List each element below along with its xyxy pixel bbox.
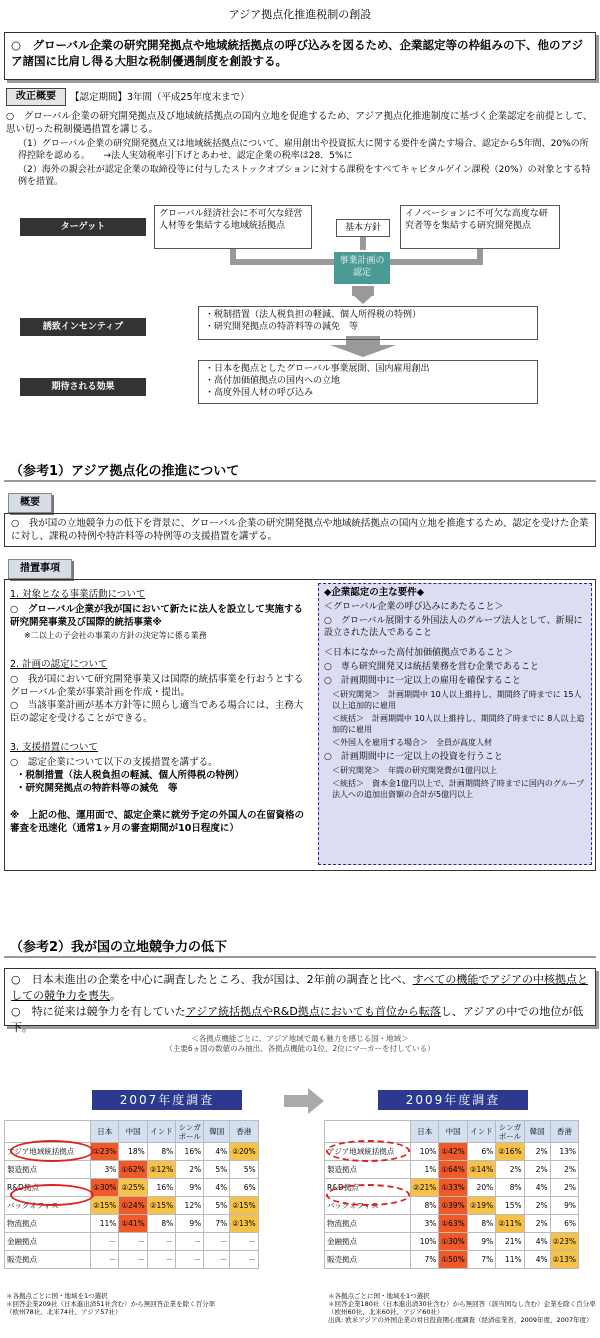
table-row	[325, 1233, 579, 1251]
table-cell: 16%	[147, 1179, 175, 1197]
table-cell: ②11%	[496, 1215, 524, 1233]
table-cell: 5%	[204, 1161, 230, 1179]
req-3: ＜日本になかった高付加価値拠点であること＞	[324, 648, 514, 658]
table-cell: ①41%	[119, 1215, 147, 1233]
table-cell: －	[176, 1233, 204, 1251]
row-label: 販売拠点	[325, 1251, 411, 1269]
summary-text: ○ グローバル企業の研究開発拠点や地域統括拠点の呼び込みを図るため、企業認定等の枠組みの下、他のアジア諸国に比肩し得る大胆な税制優遇制度を創設する。	[11, 38, 584, 68]
table-cell: 4%	[204, 1143, 230, 1161]
table-cell: 3%	[91, 1161, 119, 1179]
row-label: アジア地域統括拠点	[5, 1143, 91, 1161]
table-cell: 12%	[176, 1197, 204, 1215]
table-note: （欧州60社、北米60社、アジア60社）	[328, 1308, 444, 1316]
column-header: 中国	[119, 1121, 147, 1143]
row-label: 物流拠点	[5, 1215, 91, 1233]
table-cell: －	[204, 1233, 230, 1251]
table-cell: ①64%	[439, 1161, 467, 1179]
target-label: ターゲット	[20, 218, 146, 236]
table-cell: 5%	[230, 1161, 258, 1179]
table-cell: －	[176, 1251, 204, 1269]
table-cell: ①23%	[91, 1143, 119, 1161]
kaisei-label: 改正概要	[6, 88, 66, 106]
ref2-bullets	[4, 968, 596, 1034]
table-cell: 8%	[496, 1179, 524, 1197]
req-8: ＜外国人を雇用する場合＞ 全員が高度人材	[332, 738, 492, 747]
page-title: アジア拠点化推進税制の創設	[228, 8, 372, 21]
table-cell: ①33%	[439, 1179, 467, 1197]
column-header: シンガポール	[176, 1121, 204, 1143]
table-cell: －	[147, 1233, 175, 1251]
effect-label: 期待される効果	[20, 378, 146, 396]
gaiyo-label: 概要	[8, 493, 52, 513]
table-cell: 8%	[411, 1197, 439, 1215]
table-cell: 9%	[467, 1233, 495, 1251]
table-cell: 4%	[524, 1179, 550, 1197]
table-note: ＊回答企業180社（日本進出済30社含む）から無回答（該当国なし含む）企業を除く百分率	[328, 1300, 596, 1308]
l2-b: ○ 当該事業計画が基本方針等に照らし適当である場合には、主務大臣の認定を受けることができる。	[10, 700, 304, 724]
table-cell: 2%	[496, 1161, 524, 1179]
table-cell: －	[230, 1233, 258, 1251]
table-row	[5, 1233, 259, 1251]
column-header: 日本	[411, 1121, 439, 1143]
effect-3: ・高度外国人材の呼び込み	[205, 388, 314, 398]
highlight-oval-2009-asia	[326, 1140, 410, 1162]
row-label: 物流拠点	[325, 1215, 411, 1233]
table-cell: 8%	[467, 1215, 495, 1233]
l1-b: ※二以上の子会社の事業の方針の決定等に係る業務	[24, 631, 207, 640]
table-cell: ①30%	[91, 1179, 119, 1197]
t2009-notes	[328, 1292, 598, 1324]
req-6: ＜研究開発＞ 計画期間中 10人以上維持し、期間終了時までに 15人以上追加的に雇用	[332, 690, 582, 710]
table-cell: 2%	[524, 1143, 550, 1161]
table-cell: 9%	[550, 1197, 578, 1215]
table-note: ＊各拠点ごとに国・地域を1つ選択	[328, 1292, 430, 1300]
highlight-oval-2007-rd	[10, 1184, 94, 1206]
table-cell: 6%	[467, 1143, 495, 1161]
table-cell: 3%	[411, 1215, 439, 1233]
table-cell: 9%	[176, 1215, 204, 1233]
req-1: ＜グローバル企業の呼び込みにあたること＞	[324, 602, 504, 612]
table-row	[325, 1161, 579, 1179]
l3-c: ・研究開発拠点の特許料等の減免 等	[16, 783, 178, 794]
row-label: 金融拠点	[5, 1233, 91, 1251]
l2-a: ○ 我が国において研究開発事業又は国際的統括事業を行おうとするグローバル企業が事業計画を作成・提出。	[10, 674, 304, 698]
table-cell: －	[91, 1251, 119, 1269]
ref2-bullet-1: ○ 日本未進出の企業を中心に調査したところ、我が国は、2年前の調査と比べ、すべての機能でアジアの中核拠点としての競争力を喪失。	[11, 973, 588, 1002]
row-label: 製造拠点	[325, 1161, 411, 1179]
table-cell: ②23%	[550, 1233, 578, 1251]
column-header: インド	[147, 1121, 175, 1143]
table-cell: 8%	[147, 1143, 175, 1161]
row-label: 製造拠点	[5, 1161, 91, 1179]
table-cell: 15%	[496, 1197, 524, 1215]
table-cell: ②14%	[467, 1161, 495, 1179]
table-cell: 8%	[147, 1215, 175, 1233]
table-cell: 2%	[550, 1179, 578, 1197]
table-cell: 7%	[411, 1251, 439, 1269]
table-cell: ②15%	[147, 1197, 175, 1215]
table-cell: －	[147, 1251, 175, 1269]
table-cell: 5%	[204, 1197, 230, 1215]
table-note: （欧州78社、北米74社、アジア57社）	[6, 1308, 122, 1316]
table-cell: 2%	[524, 1215, 550, 1233]
column-header: 香港	[230, 1121, 258, 1143]
ref2-caption	[0, 1034, 600, 1054]
table-cell: 20%	[467, 1179, 495, 1197]
table-note: ＊各拠点ごとに国・地域を1つ選択	[6, 1292, 108, 1300]
table-cell: ①30%	[439, 1233, 467, 1251]
highlight-oval-2009-rd	[326, 1184, 410, 1206]
table-row	[5, 1215, 259, 1233]
effect-2: ・高付加価値拠点の国内への立地	[205, 376, 341, 386]
table-cell: ①24%	[119, 1197, 147, 1215]
caption-2: （主要6ヵ国の数値のみ抽出、各拠点機能の1位、2位にマーカーを付している）	[165, 1044, 435, 1053]
table-cell: 10%	[411, 1233, 439, 1251]
column-header: 日本	[91, 1121, 119, 1143]
row-label: 販売拠点	[5, 1251, 91, 1269]
gaiyo-text: ○ 我が国の立地競争力の低下を背景に、グローバル企業の研究開発拠点や地域統括拠点の国内立地を推進するため、認定を受けた企業に対し、課税の特例や特許料等の特例等の支援措置を講ずる。	[11, 518, 589, 542]
table-cell: 2%	[524, 1197, 550, 1215]
l3-heading: 3. 支援措置について	[10, 742, 98, 753]
req-7: ＜統括＞ 計画期間中 10人以上維持し、期間終了時までに 8人以上追加的に雇用	[332, 714, 585, 734]
req-heading: ◆企業認定の主な要件◆	[324, 587, 425, 598]
incentive-2: ・研究開発拠点の特許料等の減免 等	[205, 322, 359, 332]
compare-arrow-icon	[284, 1088, 324, 1114]
ref1-rule	[4, 480, 596, 482]
nintei-period: 【認定期間】3年間（平成25年度末まで）	[70, 92, 250, 103]
table-cell: ②13%	[230, 1215, 258, 1233]
table-cell: ②12%	[147, 1161, 175, 1179]
sochi-label: 措置事項	[8, 559, 72, 579]
table-cell: ①39%	[439, 1197, 467, 1215]
row-label: アジア地域統括拠点	[325, 1143, 411, 1161]
kaisei-p1: ○ グローバル企業の研究開発拠点及び地域統括拠点の国内立地を促進するため、アジア拠点化推進制度に基づく企業認定を前提として、思い切った税制優遇措置を講じる。	[6, 111, 593, 135]
req-9: ○ 計画期間中に一定以上の投資を行うこと	[324, 752, 503, 762]
ref2-bullet-2: ○ 特に従来は競争力を有していたアジア統括拠点やR&D拠点においても首位から転落し、アジアの中での地位が低下。	[11, 1005, 584, 1034]
l3-b: ・税制措置（法人税負担の軽減、個人所得税の特例）	[16, 770, 245, 781]
effect-1: ・日本を拠点としたグローバル事業展開、国内雇用創出	[205, 364, 430, 374]
table-row	[5, 1251, 259, 1269]
sochi-left	[10, 588, 310, 835]
row-label: バックオフィス	[5, 1197, 91, 1215]
kihon-box: 基本方針	[336, 219, 390, 237]
table-cell: 4%	[524, 1233, 550, 1251]
table-cell: 11%	[91, 1215, 119, 1233]
flow-connectors	[0, 0, 600, 420]
caption-1: ＜各拠点機能ごとに、アジア地域で最も魅力を感じる国・地域＞	[191, 1034, 409, 1043]
column-header: 韓国	[204, 1121, 230, 1143]
req-2: ○ グローバル展開する外国法人のグループ法人として、新規に設立された法人であること	[324, 616, 583, 638]
table-cell: 1%	[411, 1161, 439, 1179]
table-cell: ①62%	[119, 1161, 147, 1179]
table-cell: 6%	[230, 1179, 258, 1197]
kaisei-p2: （1）グローバル企業の研究開発拠点又は地域統括拠点について、雇用創出や投資拡大に関する要件を満たす場合、認定から5年間、20%の所得控除を認める。 →法人実効税率引下げとあわせ、認定企業の税率は28．5%に	[18, 139, 589, 161]
table-cell: －	[91, 1233, 119, 1251]
t2007-title: 2007年度調査	[92, 1090, 242, 1110]
table-cell: －	[230, 1251, 258, 1269]
table-cell: 10%	[411, 1143, 439, 1161]
jigyo-nintei-box: 事業計画の認定	[334, 252, 390, 284]
l2-heading: 2. 計画の認定について	[10, 659, 108, 670]
row-label: R&D拠点	[5, 1179, 91, 1197]
table-cell: －	[204, 1251, 230, 1269]
table-row	[325, 1215, 579, 1233]
table-cell: 7%	[467, 1251, 495, 1269]
ref1-heading: （参考1）アジア拠点化の推進について	[10, 464, 240, 479]
column-header: 香港	[550, 1121, 578, 1143]
l1-a: ○ グローバル企業が我が国において新たに法人を設立して実施する研究開発事業及び国際的統括事業※	[10, 604, 303, 628]
table-cell: 18%	[119, 1143, 147, 1161]
table-cell: 2%	[524, 1161, 550, 1179]
requirements-box	[318, 583, 592, 865]
incentive-box	[198, 306, 538, 340]
table-cell: 21%	[496, 1233, 524, 1251]
table-row	[325, 1251, 579, 1269]
row-label: R&D拠点	[325, 1179, 411, 1197]
table-cell: 13%	[550, 1143, 578, 1161]
table-cell: ②19%	[467, 1197, 495, 1215]
table-cell: ②25%	[119, 1179, 147, 1197]
table-cell: 2%	[176, 1161, 204, 1179]
l1-heading: 1. 対象となる事業活動について	[10, 589, 146, 600]
req-10: ＜研究開発＞ 年間の研究開発費が1億円以上	[332, 766, 498, 775]
t2007-notes	[6, 1292, 286, 1316]
table-row	[5, 1161, 259, 1179]
table-cell: 7%	[204, 1215, 230, 1233]
table-cell: ②20%	[230, 1143, 258, 1161]
ref2-rule	[4, 956, 596, 958]
req-11: ＜統括＞ 資本金1億円以上で、計画期間終了時までに国内のグループ法人への追加出資額の合計が5億円以上	[332, 779, 585, 799]
table-cell: 4%	[204, 1179, 230, 1197]
target-left-box: グローバル経済社会に不可欠な経営人材等を集結する地域統括拠点	[154, 205, 312, 249]
kaisei-p3: （2）海外の親会社が認定企業の取締役等に付与したストックオプションに対する課税をすべてキャピタルゲイン課税（20%）の対象とする特例を措置。	[18, 165, 591, 187]
req-5: ○ 計画期間中に一定以上の雇用を確保すること	[324, 676, 521, 686]
table-cell: 2%	[550, 1161, 578, 1179]
highlight-oval-2007-asia	[10, 1140, 94, 1162]
table-cell: －	[119, 1233, 147, 1251]
table-cell: ①50%	[439, 1251, 467, 1269]
table-cell: 4%	[524, 1251, 550, 1269]
incentive-1: ・税制措置（法人税負担の軽減、個人所得税の特例）	[205, 310, 422, 320]
table-note: ＊回答企業209社（日本進出済51社含む）から無回答企業を除く百分率	[6, 1300, 216, 1308]
row-label: バックオフィス	[325, 1197, 411, 1215]
table-cell: ①42%	[439, 1143, 467, 1161]
column-header: シンガポール	[496, 1121, 524, 1143]
effect-box	[198, 360, 538, 404]
ref2-heading: （参考2）我が国の立地競争力の低下	[10, 940, 228, 955]
l4-note: ※ 上記の他、運用面で、認定企業に就労予定の外国人の在留資格の審査を迅速化（通常1ヶ月の審査期間が10日程度に）	[10, 810, 305, 834]
t2009-title: 2009年度調査	[378, 1090, 528, 1110]
table-cell: 6%	[550, 1215, 578, 1233]
row-label: 金融拠点	[325, 1233, 411, 1251]
req-4: ○ 専ら研究開発又は統括業務を営む企業であること	[324, 662, 539, 672]
table-cell: 9%	[176, 1179, 204, 1197]
column-header: 中国	[439, 1121, 467, 1143]
table-cell: ②21%	[411, 1179, 439, 1197]
table-cell: 16%	[176, 1143, 204, 1161]
gaiyo-box	[4, 513, 596, 547]
table-cell: ②15%	[230, 1197, 258, 1215]
table-cell: ②16%	[496, 1143, 524, 1161]
l3-a: ○ 認定企業について以下の支援措置を講ずる。	[10, 757, 218, 768]
table-cell: ②13%	[550, 1251, 578, 1269]
incentive-label: 誘致インセンティブ	[20, 318, 146, 336]
column-header: インド	[467, 1121, 495, 1143]
table-cell: ②15%	[91, 1197, 119, 1215]
table-cell: －	[119, 1251, 147, 1269]
target-right-box: イノベーションに不可欠な高度な研究者等を集結する研究開発拠点	[400, 205, 560, 249]
table-note: 出典: 欧米アジアの外国企業の対日投資関心度調査（経済産業省，2009年度，2007年度）	[328, 1316, 593, 1324]
column-header: 韓国	[524, 1121, 550, 1143]
table-cell: ①63%	[439, 1215, 467, 1233]
table-cell: 11%	[496, 1251, 524, 1269]
